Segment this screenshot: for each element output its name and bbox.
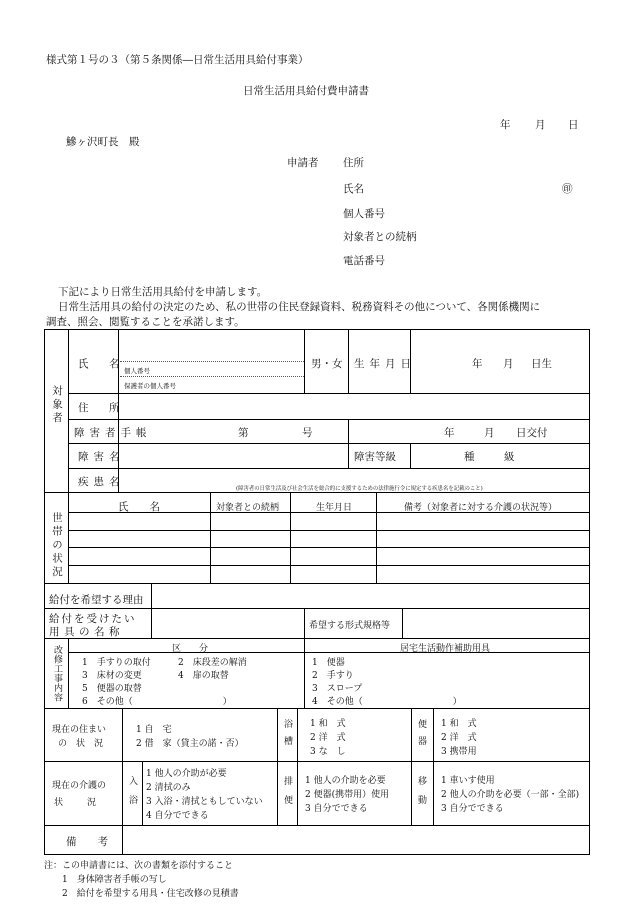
intro-line-3: 調査、照会、閲覧することを承諾します。 xyxy=(46,316,245,328)
footer-item-1: 1 身体障害者手帳の写し xyxy=(62,875,167,885)
grade-type: 種 xyxy=(464,451,475,463)
care-label-2: 状 況 xyxy=(54,798,99,808)
renovation-item-4[interactable]: 4 扉の取替 xyxy=(178,671,229,681)
bath-care-label: 入浴 xyxy=(127,776,137,814)
excretion-opt-3[interactable]: 3 自分でできる xyxy=(305,804,368,814)
grade-level: 級 xyxy=(504,451,515,463)
household-col-name: 氏 名 xyxy=(118,501,160,513)
dob-year: 年 xyxy=(472,358,483,370)
move-label: 移動 xyxy=(416,776,426,814)
intro-line-2: 日常生活用具の給付の決定のため、私の世帯の住民登録資料、税務資料その他について、各関係機関に xyxy=(58,301,541,313)
bathtub-opt-1[interactable]: 1 和 式 xyxy=(310,719,346,729)
household-section-label: 世帯の状況 xyxy=(51,512,63,580)
housing-item-1[interactable]: 1 便器 xyxy=(312,658,345,668)
date-year: 年 xyxy=(500,119,511,131)
date-day: 日 xyxy=(568,119,579,131)
page-title: 日常生活用具給付費申請書 xyxy=(243,85,369,97)
excretion-label: 排便 xyxy=(282,776,292,814)
housing-item-2[interactable]: 2 手すり xyxy=(312,671,354,681)
handbook-number-suffix: 号 xyxy=(302,427,313,439)
handbook-number-prefix: 第 xyxy=(238,427,249,439)
footer-note: 注：この申請書には、次の書類を添付すること xyxy=(44,861,234,871)
residence-label-1: 現在の住まい xyxy=(52,725,107,735)
disease-label: 疾患名 xyxy=(78,476,125,488)
applicant-label: 申請者 xyxy=(287,157,319,169)
applicant-phone[interactable]: 電話番号 xyxy=(343,255,385,267)
form-number: 様式第１号の３（第５条関係―日常生活用具給付事業） xyxy=(46,54,309,66)
applicant-my-number[interactable]: 個人番号 xyxy=(343,208,385,220)
footer-item-2: 2 給付を希望する用具・住宅改修の見積書 xyxy=(62,889,239,899)
spec-label: 希望する形式規格等 xyxy=(309,621,391,631)
gender-select[interactable]: 男・女 xyxy=(311,358,343,370)
guardian-my-number[interactable]: 保護者の個人番号 xyxy=(124,382,176,390)
renovation-item-2[interactable]: 2 床段差の解消 xyxy=(178,658,247,668)
disability-grade-label: 障害等級 xyxy=(354,451,396,463)
housing-item-4[interactable]: 4 その他（ ） xyxy=(312,697,462,707)
move-opt-2[interactable]: 2 他人の介助を必要（一部・全部) xyxy=(441,790,580,800)
excretion-opt-1[interactable]: 1 他人の介助を必要 xyxy=(305,776,386,786)
target-section-label: 対象者 xyxy=(51,385,63,426)
issue-day: 日交付 xyxy=(516,427,548,439)
dob-label: 生年月日 xyxy=(354,358,416,370)
bathtub-opt-3[interactable]: 3 な し xyxy=(310,747,346,757)
household-col-note: 備考（対象者に対する介護の状況等） xyxy=(404,503,558,513)
item-label-2: 用具の名称 xyxy=(49,626,124,638)
bath-care-opt-3[interactable]: 3 入浴・清拭ともしていない xyxy=(146,797,263,807)
renovation-item-1[interactable]: 1 手すりの取付 xyxy=(82,658,151,668)
renovation-item-3[interactable]: 3 床材の変更 xyxy=(82,671,142,681)
dob-month: 月 xyxy=(503,358,514,370)
bathtub-label: 浴槽 xyxy=(282,719,292,753)
renovation-item-5[interactable]: 5 便器の取替 xyxy=(82,684,142,694)
disability-name-label: 障害名 xyxy=(78,451,125,463)
target-name-label: 氏 名 xyxy=(78,358,125,370)
addressee: 鰺ヶ沢町長 殿 xyxy=(66,136,140,148)
residence-opt-2[interactable]: 2 借 家（貸主の諾・否） xyxy=(136,739,244,749)
toilet-opt-1[interactable]: 1 和 式 xyxy=(441,719,477,729)
housing-item-3[interactable]: 3 スロープ xyxy=(312,684,363,694)
disease-note: (障害者の日常生活及び社会生活を総合的に支援するための法律施行令に規定する疾患名を記載のこと) xyxy=(236,486,483,492)
toilet-opt-2[interactable]: 2 洋 式 xyxy=(441,733,477,743)
target-my-number[interactable]: 個人番号 xyxy=(124,367,150,375)
date-month: 月 xyxy=(535,119,546,131)
residence-label-2: の 状 況 xyxy=(58,739,104,749)
applicant-address[interactable]: 住所 xyxy=(343,157,364,169)
renovation-col-kubun: 区 分 xyxy=(172,644,209,654)
issue-month: 月 xyxy=(484,427,495,439)
renovation-section-label: 改修工事内容 xyxy=(52,645,62,702)
renovation-col-housing: 居宅生活動作補助用具 xyxy=(400,644,491,654)
care-label-1: 現在の介護の xyxy=(52,781,107,791)
dob-birth: 日生 xyxy=(531,358,552,370)
bath-care-opt-2[interactable]: 2 清拭のみ xyxy=(146,783,191,793)
renovation-item-6[interactable]: 6 その他（ ） xyxy=(82,697,232,707)
household-col-dob: 生年月日 xyxy=(316,503,353,513)
applicant-relation[interactable]: 対象者との続柄 xyxy=(343,231,417,243)
handbook-label: 障害者手帳 xyxy=(74,427,152,439)
move-opt-1[interactable]: 1 車いす使用 xyxy=(441,776,495,786)
applicant-name[interactable]: 氏名 xyxy=(343,183,364,195)
move-opt-3[interactable]: 3 自分でできる xyxy=(441,804,504,814)
intro-line-1: 下記により日常生活用具給付を申請します。 xyxy=(58,286,268,298)
remarks-label: 備 考 xyxy=(66,836,108,848)
toilet-opt-3[interactable]: 3 携帯用 xyxy=(441,747,477,757)
item-label-1: 給付を受けたい xyxy=(49,613,137,625)
seal-mark: ㊞ xyxy=(562,183,573,195)
excretion-opt-2[interactable]: 2 便器(携帯用）使用 xyxy=(305,790,390,800)
residence-opt-1[interactable]: 1 自 宅 xyxy=(136,725,172,735)
reason-label: 給付を希望する理由 xyxy=(49,594,144,606)
household-col-relation: 対象者との続柄 xyxy=(216,503,280,513)
toilet-label: 便器 xyxy=(416,719,426,753)
bath-care-opt-1[interactable]: 1 他人の介助が必要 xyxy=(146,769,227,779)
issue-year: 年 xyxy=(444,427,455,439)
bathtub-opt-2[interactable]: 2 洋 式 xyxy=(310,733,346,743)
bath-care-opt-4[interactable]: 4 自分でできる xyxy=(146,811,209,821)
target-address-label: 住 所 xyxy=(78,402,125,414)
